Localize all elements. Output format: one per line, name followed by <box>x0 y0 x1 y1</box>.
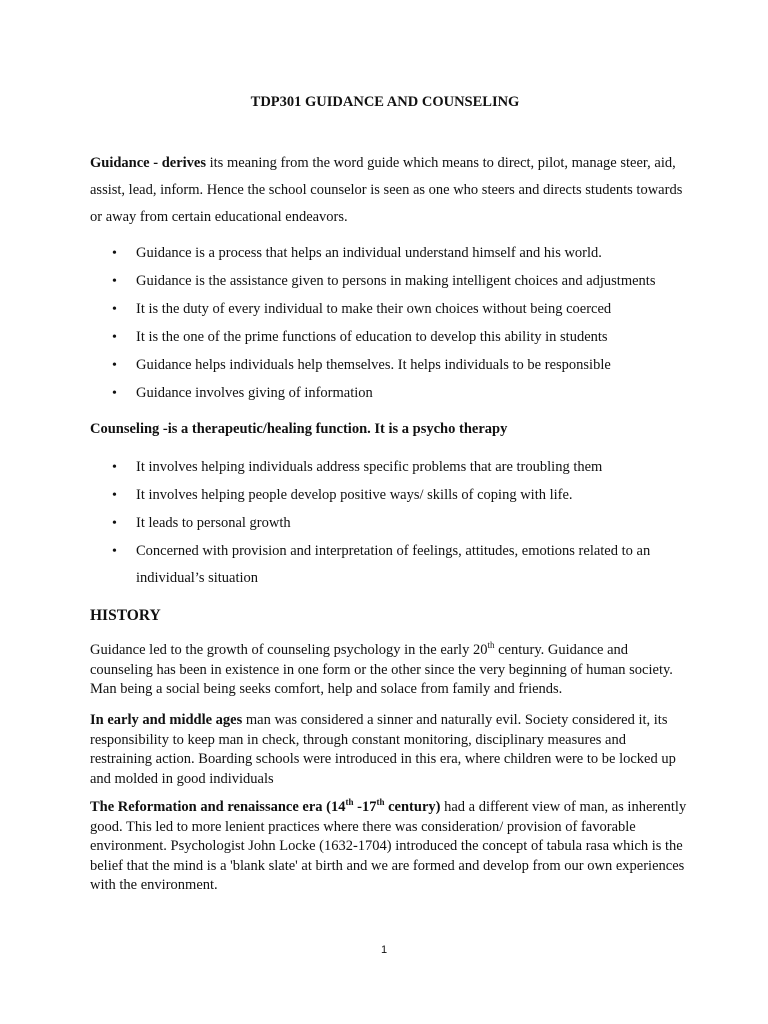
list-item-text: Guidance involves giving of information <box>136 385 373 401</box>
bullet-icon: • <box>112 330 117 345</box>
list-item <box>90 324 690 351</box>
paragraph-text: man was considered a sinner and naturally evil. Society considered it, its responsibility to keep man in check, through constant monitoring, disciplinary measures and restraining action. Boarding schools were introduced in this era, where children were to be locked up and molded in good individuals <box>90 712 676 787</box>
list-item <box>90 240 690 267</box>
list-item-text: Guidance helps individuals help themselves. It helps individuals to be responsible <box>136 357 611 373</box>
guidance-definition-text: its meaning from the word guide which means to direct, pilot, manage steer, aid, assist, lead, inform. Hence the school counselor is seen as one who steers and directs students towards or away from certain educational endeavors. <box>90 155 683 225</box>
list-item-text: It involves helping individuals address specific problems that are troubling them <box>136 459 603 475</box>
lead-text: century) <box>384 799 441 815</box>
superscript: th <box>487 640 495 651</box>
list-item <box>90 454 690 481</box>
bullet-icon: • <box>112 302 117 317</box>
list-item-text: Guidance is a process that helps an individual understand himself and his world. <box>136 245 602 261</box>
history-paragraph-3 <box>90 798 690 896</box>
bullet-icon: • <box>112 488 117 503</box>
list-item-text: It leads to personal growth <box>136 515 291 531</box>
superscript: th <box>345 797 354 808</box>
list-item <box>90 268 690 295</box>
counseling-heading: Counseling -is a therapeutic/healing function. It is a psycho therapy <box>90 421 508 437</box>
list-item-text: Concerned with provision and interpretation of feelings, attitudes, emotions related to an individual’s situation <box>136 543 651 586</box>
paragraph-lead: In early and middle ages <box>90 712 243 728</box>
guidance-bullet-list <box>90 240 690 408</box>
paragraph-text: century. Guidance and counseling has been in existence in one form or the other since the very beginning of human society. Man being a social being seeks comfort, help and solace from family and friends. <box>90 642 673 697</box>
paragraph-text: had a different view of man, as inherently good. This led to more lenient practices where there was consideration/ provision of favorable environment. Psychologist John Locke (1632-1704) introduced the concept of tabula rasa which is the belief that the mind is a 'blank slate' at birth and we are formed and develop from our own experiences with the environment. <box>90 799 687 893</box>
list-item <box>90 296 690 323</box>
superscript: th <box>376 797 385 808</box>
bullet-icon: • <box>112 460 117 475</box>
list-item <box>90 380 690 407</box>
list-item-text: It is the one of the prime functions of education to develop this ability in students <box>136 329 608 345</box>
history-paragraph-2 <box>90 711 690 789</box>
list-item <box>90 352 690 379</box>
paragraph-lead <box>90 799 440 815</box>
page-number: 1 <box>380 944 388 956</box>
document-title: TDP301 GUIDANCE AND COUNSELING <box>250 94 520 110</box>
bullet-icon: • <box>112 246 117 261</box>
list-item-text: Guidance is the assistance given to persons in making intelligent choices and adjustments <box>136 273 656 289</box>
bullet-icon: • <box>112 274 117 289</box>
counseling-bullet-list <box>90 454 690 593</box>
list-item-text: It is the duty of every individual to make their own choices without being coerced <box>136 301 612 317</box>
list-item-text: It involves helping people develop positive ways/ skills of coping with life. <box>136 487 573 503</box>
bullet-icon: • <box>112 358 117 373</box>
history-heading: HISTORY <box>90 607 161 624</box>
list-item <box>90 510 690 537</box>
history-paragraph-1 <box>90 641 690 700</box>
lead-text: -17 <box>353 799 377 815</box>
guidance-term: Guidance - derives <box>90 155 206 171</box>
bullet-icon: • <box>112 386 117 401</box>
bullet-icon: • <box>112 544 117 559</box>
bullet-icon: • <box>112 516 117 531</box>
list-item <box>90 482 690 509</box>
lead-text: The Reformation and renaissance era (14 <box>90 799 346 815</box>
paragraph-text: Guidance led to the growth of counseling psychology in the early 20 <box>90 642 488 658</box>
guidance-definition <box>90 150 690 231</box>
list-item <box>90 538 690 592</box>
